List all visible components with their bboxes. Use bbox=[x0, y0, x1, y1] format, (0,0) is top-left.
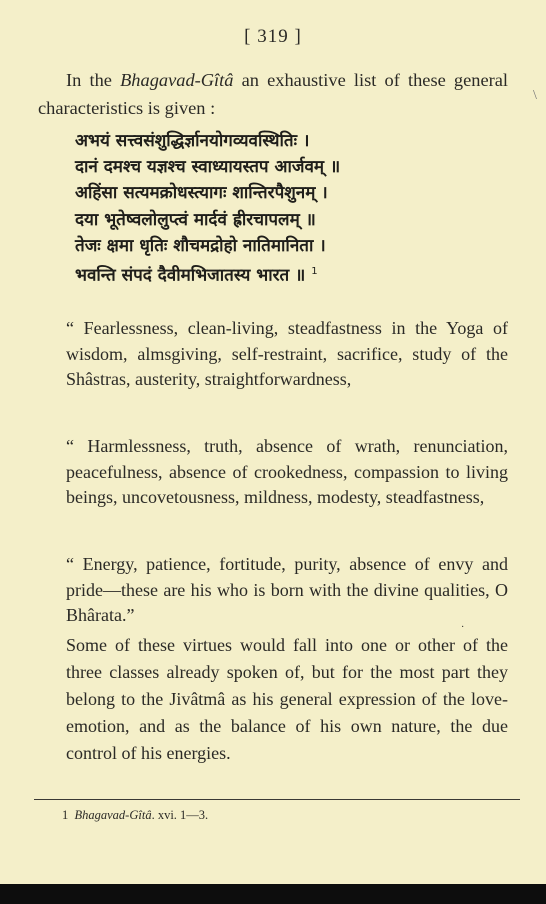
translation-text: “ Energy, patience, fortitude, purity, absence of envy and pride—these are his who is born with the divine qualities, O Bhârata.” bbox=[66, 554, 508, 625]
footnote-reference: 1 bbox=[311, 266, 318, 278]
footnote-divider bbox=[34, 799, 520, 800]
footnote-source: Bhagavad-Gîtâ bbox=[74, 808, 152, 822]
sanskrit-line: दानं दमश्च यज्ञश्च स्वाध्यायस्तप आर्जवम् ॥ bbox=[75, 157, 341, 178]
print-speck: · bbox=[461, 622, 465, 633]
sanskrit-line: अहिंसा सत्यमक्रोधस्त्यागः शान्तिरपैशुनम् । bbox=[75, 183, 328, 204]
page-number: [ 319 ] bbox=[244, 26, 302, 47]
body-text: Some of these virtues would fall into one or other of the three classes already spoken of, but for the most part they belong to the Jivâtmâ as his general expression of the love-emotion, and as the balance of his own nature, the due control of his energies. bbox=[66, 635, 508, 763]
body-paragraph bbox=[40, 632, 508, 767]
sanskrit-verse bbox=[75, 128, 505, 289]
margin-mark: \ bbox=[533, 88, 537, 103]
footnote-reference-text: . xvi. 1—3. bbox=[151, 808, 209, 822]
translation-paragraph bbox=[40, 552, 508, 629]
translation-text: “ Harmlessness, truth, absence of wrath, renunciation, peacefulness, absence of crookedness, compassion to living beings, uncovetousness, mildness, modesty, steadfastness, bbox=[66, 436, 508, 507]
intro-rest: an exhaustive list of these general characteristics is given : bbox=[38, 70, 509, 118]
translation-paragraph bbox=[40, 316, 508, 393]
translation-paragraph bbox=[40, 434, 508, 511]
sanskrit-line-text: भवन्ति संपदं दैवीमभिजातस्य भारत ॥ bbox=[75, 265, 306, 286]
sanskrit-line-last bbox=[75, 259, 505, 289]
intro-paragraph bbox=[38, 66, 508, 122]
intro-lead: In the bbox=[66, 70, 121, 90]
bottom-bar bbox=[0, 884, 546, 904]
footnote bbox=[62, 808, 208, 823]
sanskrit-line: अभयं सत्त्वसंशुद्धिर्ज्ञानयोगव्यवस्थितिः । bbox=[75, 131, 310, 151]
sanskrit-line: तेजः क्षमा धृतिः शौचमद्रोहो नातिमानिता । bbox=[75, 235, 326, 256]
book-title: Bhagavad-Gîtâ bbox=[120, 70, 234, 90]
footnote-marker: 1 bbox=[62, 808, 69, 822]
translation-text: “ Fearlessness, clean-living, steadfastness in the Yoga of wisdom, almsgiving, self-restraint, sacrifice, study of the Shâstras, austerity, straightforwardness, bbox=[66, 318, 508, 389]
sanskrit-line: दया भूतेष्वलोलुप्त्वं मार्दवं ह्रीरचापलम् ॥ bbox=[75, 209, 316, 230]
